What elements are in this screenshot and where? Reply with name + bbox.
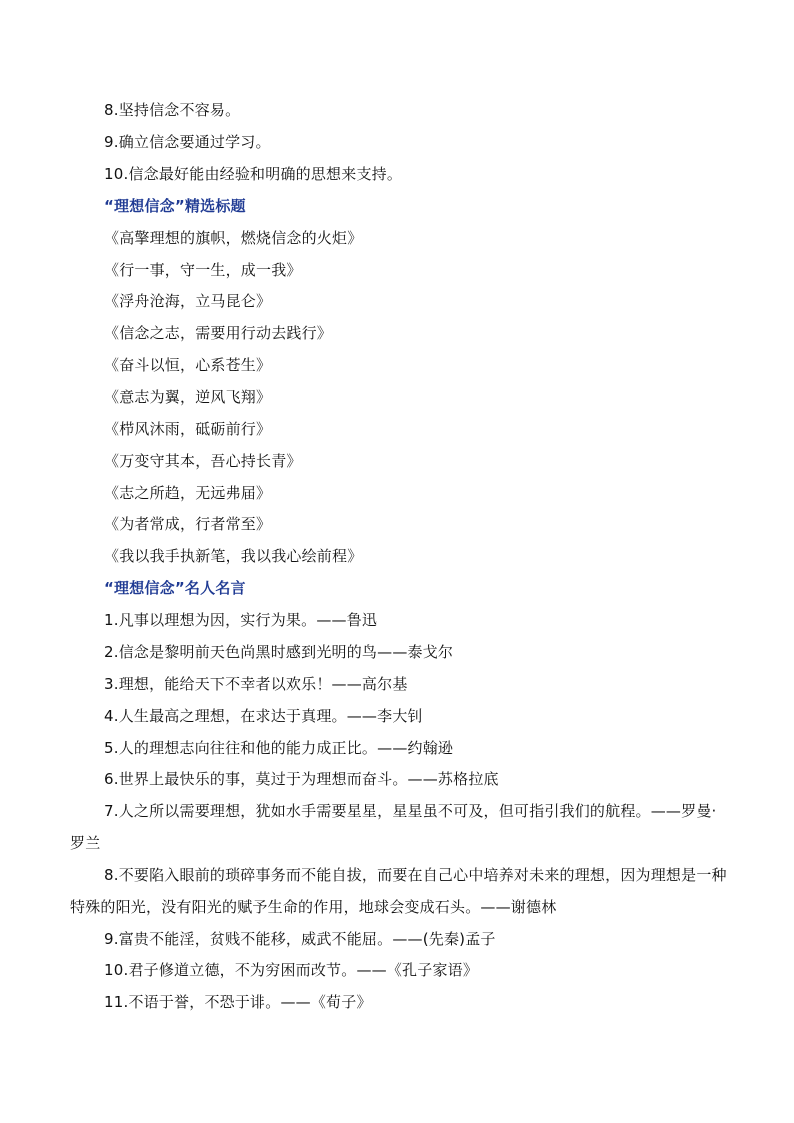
title-item: 《信念之志，需要用行动去践行》	[104, 324, 333, 342]
list-item: 9.确立信念要通过学习。	[104, 133, 271, 151]
title-item: 《意志为翼，逆风飞翔》	[104, 388, 272, 406]
title-item: 《我以我手执新笔，我以我心绘前程》	[104, 547, 363, 565]
quote-item: 5.人的理想志向往往和他的能力成正比。——约翰逊	[104, 739, 454, 757]
quote-item: 2.信念是黎明前天色尚黑时感到光明的鸟——泰戈尔	[104, 643, 454, 661]
title-item: 《栉风沐雨，砥砺前行》	[104, 420, 272, 438]
quote-item: 1.凡事以理想为因，实行为果。——鲁迅	[104, 611, 378, 629]
title-item: 《浮舟沧海，立马昆仑》	[104, 292, 272, 310]
quote-item: 10.君子修道立德，不为穷困而改节。——《孔子家语》	[104, 961, 479, 979]
title-item: 《高擎理想的旗帜，燃烧信念的火炬》	[104, 229, 363, 247]
quote-item: 11.不语于誉，不恐于诽。——《荀子》	[104, 993, 372, 1011]
title-item: 《志之所趋，无远弗届》	[104, 484, 272, 502]
quote-item-wrapped: 8.不要陷入眼前的琐碎事务而不能自拔，而要在自己心中培养对未来的理想，因为理想是一种特殊的阳光，没有阳光的赋予生命的作用，地球会变成石头。——谢德林	[70, 866, 727, 916]
title-item: 《奋斗以恒，心系苍生》	[104, 356, 272, 374]
title-item: 《为者常成，行者常至》	[104, 515, 272, 533]
quote-item: 4.人生最高之理想，在求达于真理。——李大钊	[104, 707, 423, 725]
list-item: 8.坚持信念不容易。	[104, 101, 241, 119]
list-item: 10.信念最好能由经验和明确的思想来支持。	[104, 165, 403, 183]
section-heading-quotes: “理想信念”名人名言	[104, 579, 246, 597]
quote-item: 9.富贵不能淫，贫贱不能移，威武不能屈。——(先秦)孟子	[104, 930, 496, 948]
quote-item: 6.世界上最快乐的事，莫过于为理想而奋斗。——苏格拉底	[104, 770, 499, 788]
title-item: 《行一事，守一生，成一我》	[104, 261, 302, 279]
quote-item-wrapped: 7.人之所以需要理想，犹如水手需要星星，星星虽不可及，但可指引我们的航程。——罗曼·罗兰	[70, 802, 717, 852]
title-item: 《万变守其本，吾心持长青》	[104, 452, 302, 470]
section-heading-titles: “理想信念”精选标题	[104, 197, 246, 215]
quote-item: 3.理想，能给天下不幸者以欢乐！——高尔基	[104, 675, 408, 693]
